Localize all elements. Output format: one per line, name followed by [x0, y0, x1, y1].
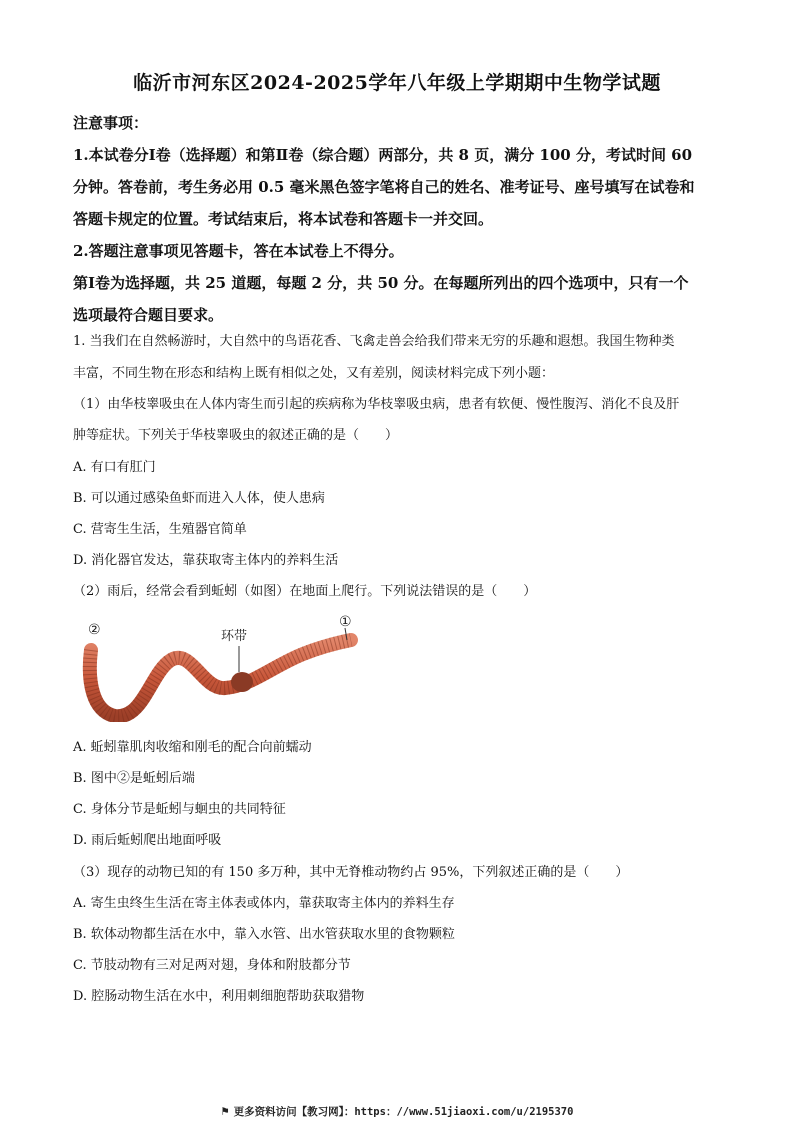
sub1-option-d: D. 消化器官发达，靠获取寄主体内的养料生活 [73, 553, 339, 568]
earthworm-figure [73, 612, 363, 722]
q1-intro-line-1: 1. 当我们在自然畅游时，大自然中的鸟语花香、飞禽走兽会给我们带来无穷的乐趣和遐想。我国生物种类 [73, 334, 675, 349]
notice-2: 2.答题注意事项见答题卡，答在本试卷上不得分。 [73, 242, 404, 260]
sub3-option-c: C. 节肢动物有三对足两对翅，身体和附肢都分节 [73, 958, 351, 973]
sub1-option-c: C. 营寄生生活，生殖器官简单 [73, 522, 247, 537]
sub1-option-a: A. 有口有肛门 [73, 460, 156, 475]
sub1-option-b: B. 可以通过感染鱼虾而进入人体，使人患病 [73, 491, 325, 506]
q1-sub2-stem: （2）雨后，经常会看到蚯蚓（如图）在地面上爬行。下列说法错误的是（ ） [73, 584, 537, 599]
q1-sub1-stem-line-1: （1）由华枝睾吸虫在人体内寄生而引起的疾病称为华枝睾吸虫病，患者有软便、慢性腹泻、消化不良及肝 [73, 397, 680, 412]
q1-sub3-stem: （3）现存的动物已知的有 150 多万种，其中无脊椎动物约占 95%，下列叙述正确的是（ ） [73, 865, 629, 880]
q1-intro-line-2: 丰富，不同生物在形态和结构上既有相似之处，又有差别，阅读材料完成下列小题： [73, 366, 555, 381]
notice-1-line-2: 分钟。答卷前，考生务必用 0.5 毫米黑色签字笔将自己的姓名、准考证号、座号填写在试卷和 [73, 178, 695, 196]
sub3-option-b: B. 软体动物都生活在水中，靠入水管、出水管获取水里的食物颗粒 [73, 927, 455, 942]
label-anterior-marker: ① [339, 614, 352, 630]
notice-1-line-3: 答题卡规定的位置。考试结束后，将本试卷和答题卡一并交回。 [73, 210, 494, 228]
notice-heading: 注意事项： [73, 114, 149, 132]
sub2-option-a: A. 蚯蚓靠肌肉收缩和刚毛的配合向前蠕动 [73, 740, 312, 755]
sub3-option-d: D. 腔肠动物生活在水中，利用刺细胞帮助获取猎物 [73, 989, 365, 1004]
page-title: 临沂市河东区2024-2025学年八年级上学期期中生物学试题 [133, 72, 661, 94]
flag-icon: ⚑ [220, 1106, 234, 1118]
clitellum-band [231, 672, 253, 692]
footer-link[interactable] [0, 1104, 794, 1119]
sub2-option-b: B. 图中②是蚯蚓后端 [73, 771, 195, 786]
footer-text: 更多资料访问【教习网】：https：//www.51jiaoxi.com/u/2195370 [233, 1106, 574, 1118]
sub2-option-d: D. 雨后蚯蚓爬出地面呼吸 [73, 833, 222, 848]
label-posterior-marker: ② [88, 622, 101, 638]
sub2-option-c: C. 身体分节是蚯蚓与蛔虫的共同特征 [73, 802, 286, 817]
q1-sub1-stem-line-2: 肿等症状。下列关于华枝睾吸虫的叙述正确的是（ ） [73, 428, 399, 443]
section-1-line-2: 选项最符合题目要求。 [73, 306, 224, 324]
label-clitellum: 环带 [221, 629, 248, 644]
sub3-option-a: A. 寄生虫终生生活在寄主体表或体内，靠获取寄主体内的养料生存 [73, 896, 455, 911]
section-1-line-1: 第Ⅰ卷为选择题，共 25 道题，每题 2 分，共 50 分。在每题所列出的四个选项中，只有一个 [73, 274, 689, 292]
notice-1-line-1: 1.本试卷分Ⅰ卷（选择题）和第Ⅱ卷（综合题）两部分，共 8 页，满分 100 分，考试时间 60 [73, 146, 693, 164]
